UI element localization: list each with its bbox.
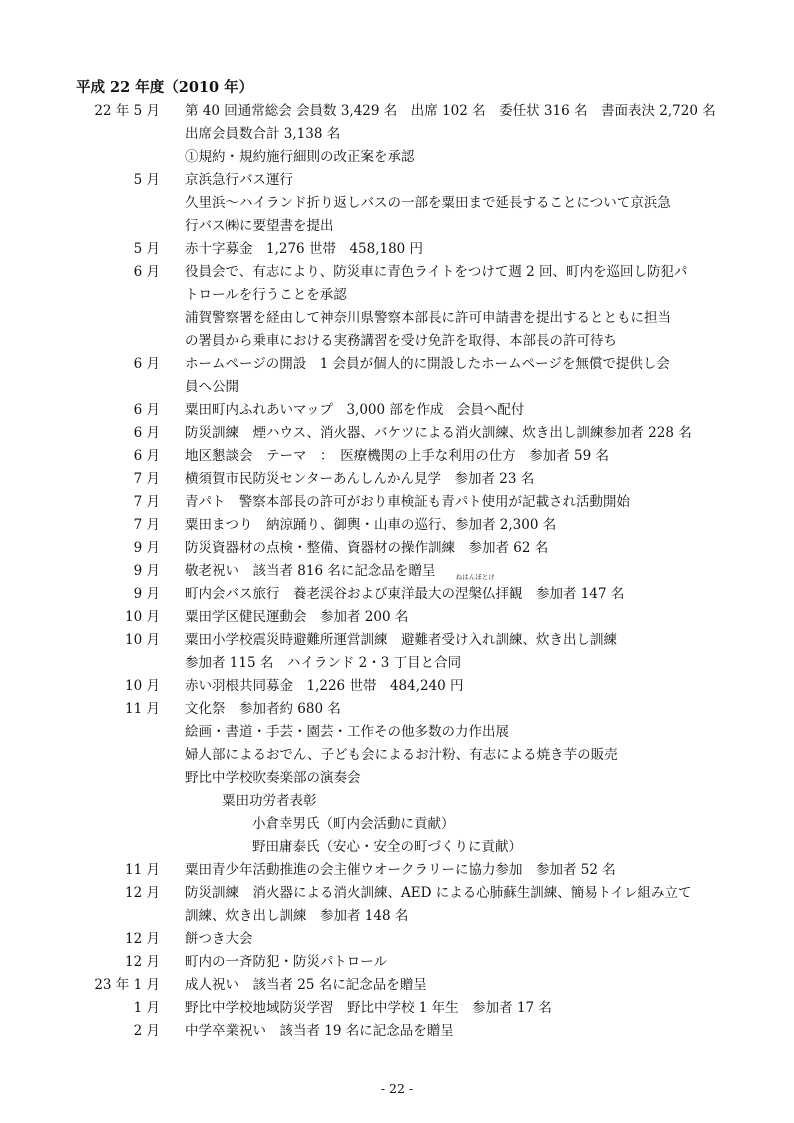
entry-line bbox=[0, 376, 794, 399]
entry-text: 敬老祝い 該当者 816 名に記念品を贈呈 bbox=[185, 563, 436, 579]
entry-text: 地区懇談会 テーマ ： 医療機関の上手な利用の仕方 参加者 59 名 bbox=[185, 448, 610, 464]
timeline-entry bbox=[0, 1020, 794, 1043]
timeline-entry bbox=[0, 882, 794, 928]
entry-text: 粟田まつり 納涼踊り、御輿・山車の巡行、参加者 2,300 名 bbox=[185, 517, 557, 533]
entry-line bbox=[0, 1020, 794, 1043]
entry-line bbox=[0, 790, 794, 813]
entry-text: ①規約・規約施行細則の改正案を承認 bbox=[185, 149, 415, 165]
entry-line bbox=[0, 514, 794, 537]
entry-text: 町内の一斉防犯・防災パトロール bbox=[185, 954, 387, 970]
entry-text: 浦賀警察署を経由して神奈川県警察本部長に許可申請書を提出するとともに担当 bbox=[185, 310, 671, 326]
entry-line bbox=[0, 192, 794, 215]
timeline-entry bbox=[0, 169, 794, 238]
entry-text: トロールを行うことを承認 bbox=[185, 287, 347, 303]
entry-date: 5 月 bbox=[133, 172, 160, 188]
entry-text-part: 拝観 参加者 147 名 bbox=[495, 586, 625, 602]
entry-text: 行バス㈱に要望書を提出 bbox=[185, 218, 334, 234]
entry-text: 粟田学区健民運動会 参加者 200 名 bbox=[185, 609, 409, 625]
entry-text: 久里浜～ハイランド折り返しバスの一部を粟田まで延長することについて京浜急 bbox=[185, 195, 671, 211]
entry-date: 1 月 bbox=[133, 1000, 160, 1016]
timeline-entry bbox=[0, 399, 794, 422]
timeline-entry bbox=[0, 859, 794, 882]
entry-line bbox=[0, 100, 794, 123]
entry-text: 員へ公開 bbox=[185, 379, 239, 395]
entry-line bbox=[0, 629, 794, 652]
entry-line bbox=[0, 399, 794, 422]
entry-text: 赤十字募金 1,276 世帯 458,180 円 bbox=[185, 241, 424, 257]
entry-date: 6 月 bbox=[133, 425, 160, 441]
timeline-entry bbox=[0, 675, 794, 698]
timeline-entry bbox=[0, 997, 794, 1020]
timeline-entry bbox=[0, 537, 794, 560]
entry-line bbox=[0, 169, 794, 192]
entry-line bbox=[0, 905, 794, 928]
timeline-entry bbox=[0, 468, 794, 491]
entry-line bbox=[0, 974, 794, 997]
entry-text: 粟田小学校震災時避難所運営訓練 避難者受け入れ訓練、炊き出し訓練 bbox=[185, 632, 617, 648]
entry-text: ホームページの開設 1 会員が個人的に開設したホームページを無償で提供し会 bbox=[185, 356, 670, 372]
entry-text: 粟田町内ふれあいマップ 3,000 部を作成 会員へ配付 bbox=[185, 402, 525, 418]
timeline-entry bbox=[0, 698, 794, 790]
entry-line bbox=[0, 353, 794, 376]
entry-line bbox=[0, 238, 794, 261]
award-heading: 粟田功労者表彰 bbox=[222, 793, 317, 809]
entry-line bbox=[0, 652, 794, 675]
timeline-entry bbox=[0, 629, 794, 675]
entry-line bbox=[0, 307, 794, 330]
entry-text: 役員会で、有志により、防災車に青色ライトをつけて週 2 回、町内を巡回し防犯パ bbox=[185, 264, 688, 280]
timeline-entry bbox=[0, 560, 794, 583]
entry-text: 中学卒業祝い 該当者 19 名に記念品を贈呈 bbox=[185, 1023, 454, 1039]
entry-date: 5 月 bbox=[133, 241, 160, 257]
timeline-entry bbox=[0, 928, 794, 951]
entry-text: 婦人部によるおでん、子ども会によるお汁粉、有志による焼き芋の販売 bbox=[185, 747, 618, 763]
ruby-word bbox=[455, 573, 496, 606]
entry-line bbox=[0, 675, 794, 698]
entry-text: 第 40 回通常総会 会員数 3,429 名 出席 102 名 委任状 316 名 書面表決 2,720 名 bbox=[185, 103, 716, 119]
page-number: - 22 - bbox=[380, 1081, 414, 1096]
entry-text: 粟田青少年活動推進の会主催ウオークラリーに協力参加 参加者 52 名 bbox=[185, 862, 616, 878]
ruby-reading: ねはんぼとけ bbox=[455, 573, 495, 581]
entry-date: 9 月 bbox=[133, 586, 160, 602]
timeline-entry bbox=[0, 261, 794, 353]
entry-date: 10 月 bbox=[125, 678, 160, 694]
entry-line bbox=[0, 560, 794, 583]
entry-text: 文化祭 参加者約 680 名 bbox=[185, 701, 341, 717]
entry-text: 訓練、炊き出し訓練 参加者 148 名 bbox=[185, 908, 409, 924]
entry-date: 10 月 bbox=[125, 609, 160, 625]
entry-date: 6 月 bbox=[133, 264, 160, 280]
entry-date: 11 月 bbox=[125, 701, 160, 717]
entry-line bbox=[0, 744, 794, 767]
entry-text: 防災資器材の点検・整備、資器材の操作訓練 参加者 62 名 bbox=[185, 540, 549, 556]
entry-line bbox=[0, 606, 794, 629]
entry-text: 絵画・書道・手芸・園芸・工作その他多数の力作出展 bbox=[185, 724, 509, 740]
award-recipient: 野田庸泰氏（安心・安全の町づくりに貢献） bbox=[252, 839, 522, 855]
timeline-entry bbox=[0, 606, 794, 629]
entry-line bbox=[0, 882, 794, 905]
entry-text: 横須賀市民防災センターあんしんかん見学 参加者 23 名 bbox=[185, 471, 535, 487]
entry-line bbox=[0, 146, 794, 169]
entry-date: 10 月 bbox=[125, 632, 160, 648]
entry-text: 防災訓練 煙ハウス、消火器、バケツによる消火訓練、炊き出し訓練参加者 228 名 bbox=[185, 425, 692, 441]
timeline-entry bbox=[0, 951, 794, 974]
entry-date: 7 月 bbox=[133, 471, 160, 487]
page-heading: 平成 22 年度（2010 年） bbox=[76, 79, 254, 96]
entry-text: 野比中学校吹奏楽部の演奏会 bbox=[185, 770, 361, 786]
entry-text: の署員から乗車における実務講習を受け免許を取得、本部長の許可待ち bbox=[185, 333, 617, 349]
timeline-entry bbox=[0, 100, 794, 169]
entry-line bbox=[0, 698, 794, 721]
entry-text: 赤い羽根共同募金 1,226 世帯 484,240 円 bbox=[185, 678, 464, 694]
timeline-entry bbox=[0, 514, 794, 537]
entry-line bbox=[0, 573, 794, 606]
entry-line bbox=[0, 215, 794, 238]
entry-date: 12 月 bbox=[125, 885, 160, 901]
entry-date: 6 月 bbox=[133, 356, 160, 372]
entry-line bbox=[0, 813, 794, 836]
entry-date: 7 月 bbox=[133, 517, 160, 533]
entry-date: 11 月 bbox=[125, 862, 160, 878]
entry-line bbox=[0, 261, 794, 284]
entry-line bbox=[0, 859, 794, 882]
entry-text: 参加者 115 名 ハイランド 2・3 丁目と合同 bbox=[185, 655, 462, 671]
entry-text: 青パト 警察本部長の許可がおり車検証も青パト使用が記載され活動開始 bbox=[185, 494, 630, 510]
entry-line bbox=[0, 721, 794, 744]
entry-date: 9 月 bbox=[133, 540, 160, 556]
entry-date: 12 月 bbox=[125, 931, 160, 947]
timeline-entry bbox=[0, 974, 794, 997]
timeline-list bbox=[0, 100, 794, 1043]
entry-date: 22 年 5 月 bbox=[94, 103, 160, 119]
entry-line bbox=[0, 537, 794, 560]
entry-line bbox=[0, 951, 794, 974]
entry-text: 防災訓練 消火器による消火訓練、AED による心肺蘇生訓練、簡易トイレ組み立て bbox=[185, 885, 692, 901]
timeline-entry bbox=[0, 353, 794, 399]
entry-line bbox=[0, 491, 794, 514]
entry-text: 餅つき大会 bbox=[185, 931, 253, 947]
entry-date: 9 月 bbox=[133, 563, 160, 579]
entry-line bbox=[0, 836, 794, 859]
entry-text: 京浜急行バス運行 bbox=[185, 172, 293, 188]
entry-text: 野比中学校地域防災学習 野比中学校 1 年生 参加者 17 名 bbox=[185, 1000, 552, 1016]
ruby-base: 涅槃仏 bbox=[455, 586, 496, 602]
timeline-entry bbox=[0, 790, 794, 859]
entry-date: 6 月 bbox=[133, 448, 160, 464]
entry-date: 2 月 bbox=[133, 1023, 160, 1039]
entry-text: 成人祝い 該当者 25 名に記念品を贈呈 bbox=[185, 977, 427, 993]
entry-line bbox=[0, 284, 794, 307]
entry-date: 7 月 bbox=[133, 494, 160, 510]
entry-line bbox=[0, 468, 794, 491]
entry-text: 出席会員数合計 3,138 名 bbox=[185, 126, 341, 142]
timeline-entry bbox=[0, 238, 794, 261]
timeline-entry bbox=[0, 445, 794, 468]
timeline-entry bbox=[0, 422, 794, 445]
entry-line bbox=[0, 928, 794, 951]
entry-date: 6 月 bbox=[133, 402, 160, 418]
timeline-entry bbox=[0, 491, 794, 514]
entry-line bbox=[0, 422, 794, 445]
entry-date: 12 月 bbox=[125, 954, 160, 970]
entry-line bbox=[0, 330, 794, 353]
entry-line bbox=[0, 767, 794, 790]
entry-line bbox=[0, 445, 794, 468]
entry-date: 23 年 1 月 bbox=[94, 977, 160, 993]
entry-line bbox=[0, 997, 794, 1020]
award-recipient: 小倉幸男氏（町内会活動に貢献） bbox=[252, 816, 455, 832]
entry-text-part: 町内会バス旅行 養老渓谷および東洋最大の bbox=[185, 586, 455, 602]
entry-text bbox=[185, 573, 625, 606]
entry-line bbox=[0, 123, 794, 146]
timeline-entry bbox=[0, 573, 794, 606]
